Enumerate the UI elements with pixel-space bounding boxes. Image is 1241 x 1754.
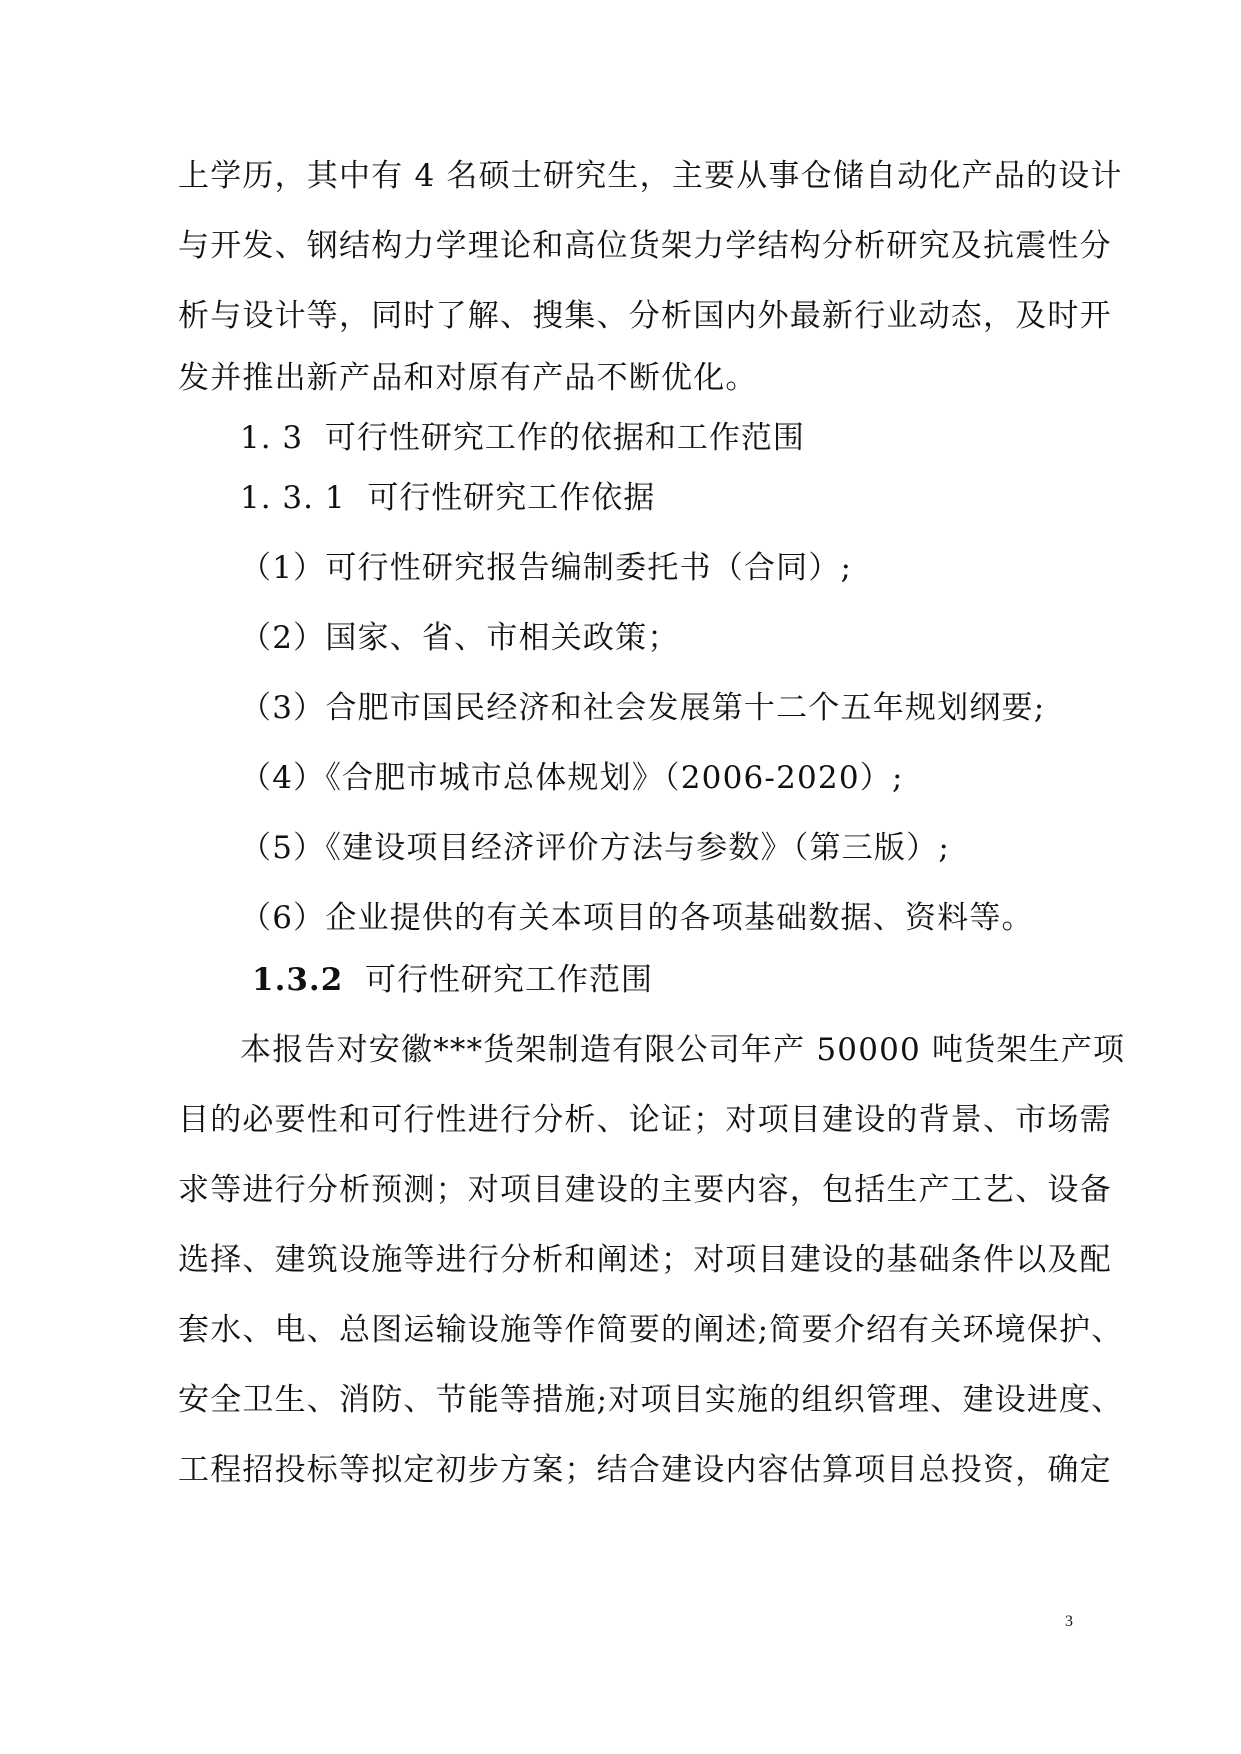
list-item: （6）企业提供的有关本项目的各项基础数据、资料等。: [240, 900, 1034, 936]
paragraph-line: 与开发、钢结构力学理论和高位货架力学结构分析研究及抗震性分: [178, 228, 1112, 264]
section-title: 可行性研究工作范围: [365, 962, 654, 998]
paragraph-line: 工程招投标等拟定初步方案；结合建设内容估算项目总投资，确定: [178, 1452, 1112, 1488]
section-number: 1. 3: [240, 420, 304, 456]
paragraph-line: 求等进行分析预测；对项目建设的主要内容，包括生产工艺、设备: [178, 1172, 1112, 1208]
paragraph-line: 选择、建筑设施等进行分析和阐述；对项目建设的基础条件以及配: [178, 1242, 1112, 1278]
paragraph-line: 安全卫生、消防、节能等措施;对项目实施的组织管理、建设进度、: [178, 1382, 1124, 1418]
paragraph-line: 析与设计等，同时了解、搜集、分析国内外最新行业动态，及时开: [178, 298, 1112, 334]
section-number: 1. 3. 1: [240, 480, 346, 516]
paragraph-line: 目的必要性和可行性进行分析、论证；对项目建设的背景、市场需: [178, 1102, 1112, 1138]
list-item: （5）《建设项目经济评价方法与参数》（第三版）;: [240, 830, 950, 866]
page-number: 3: [1065, 1613, 1073, 1630]
section-heading-1-3: [240, 418, 1140, 458]
section-number: 1.3.2: [252, 962, 344, 998]
paragraph-line: 本报告对安徽***货架制造有限公司年产 50000 吨货架生产项: [240, 1032, 1126, 1068]
paragraph-line: 上学历，其中有 4 名硕士研究生，主要从事仓储自动化产品的设计: [178, 158, 1123, 194]
paragraph-line: 发并推出新产品和对原有产品不断优化。: [178, 360, 758, 396]
section-heading-1-3-2: [252, 960, 1152, 1000]
section-title: 可行性研究工作依据: [367, 480, 656, 516]
section-title: 可行性研究工作的依据和工作范围: [324, 420, 805, 456]
list-item: （4）《合肥市城市总体规划》（2006-2020）;: [240, 760, 904, 796]
paragraph-line: 套水、电、总图运输设施等作简要的阐述;简要介绍有关环境保护、: [178, 1312, 1124, 1348]
list-item: （2）国家、省、市相关政策；: [240, 620, 680, 656]
list-item: （1）可行性研究报告编制委托书（合同）;: [240, 550, 853, 586]
section-heading-1-3-1: [240, 478, 1140, 518]
list-item: （3）合肥市国民经济和社会发展第十二个五年规划纲要;: [240, 690, 1046, 726]
